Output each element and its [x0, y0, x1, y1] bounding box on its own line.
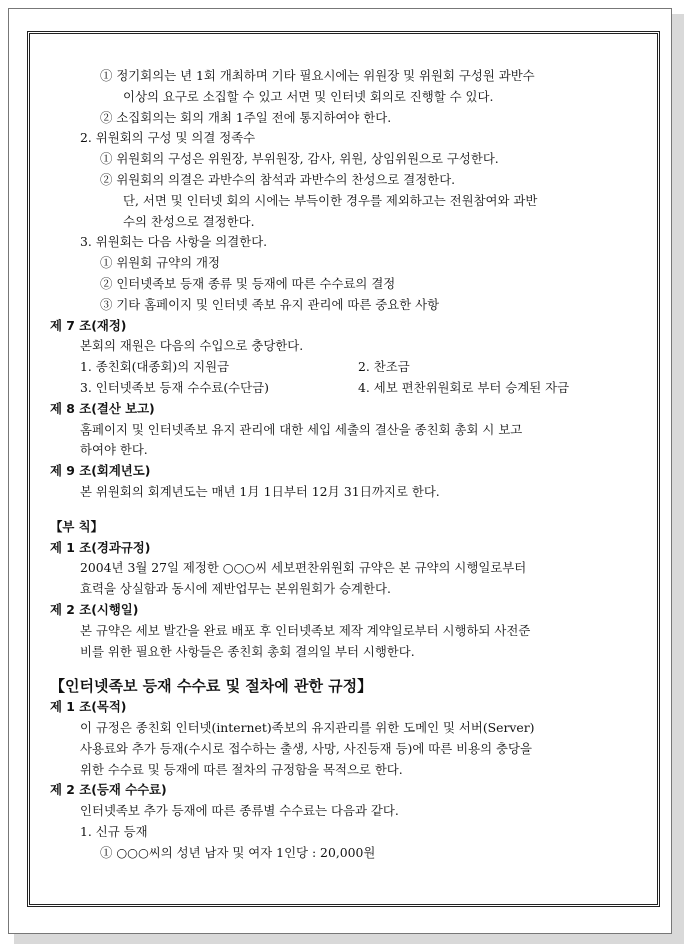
text-line: 수의 찬성으로 결정한다. [123, 213, 255, 229]
section-item: 1. 신규 등재 [80, 823, 148, 839]
text-line: 사용료와 추가 등재(수시로 접수하는 출생, 사망, 사진등재 등)에 따른 비용의 충당을 [80, 740, 532, 756]
two-column-row [50, 378, 645, 399]
spacer [50, 662, 645, 676]
text-cell: 2. 찬조금 [358, 359, 410, 375]
text-line: ② 위원회의 의결은 과반수의 참석과 과반수의 찬성으로 결정한다. [100, 171, 456, 187]
two-column-row [50, 357, 645, 378]
text-line: ① 위원회의 구성은 위원장, 부위원장, 감사, 위원, 상임위원으로 구성한다. [100, 151, 499, 167]
text-line: ① ○○○씨의 성년 남자 및 여자 1인당 : 20,000원 [100, 844, 376, 860]
text-line: ③ 기타 홈페이지 및 인터넷 족보 유지 관리에 따른 중요한 사항 [100, 296, 440, 312]
text-line: 이 규정은 종친회 인터넷(internet)족보의 유지관리를 위한 도메인 및 서버(Server) [80, 719, 535, 735]
text-line: 단, 서면 및 인터넷 회의 시에는 부득이한 경우를 제외하고는 전원참여와 과반 [123, 192, 538, 208]
article-heading: 제 1 조(경과규정) [50, 539, 151, 555]
section-heading: 【부 칙】 [50, 518, 104, 534]
text-line: ② 인터넷족보 등재 종류 및 등재에 따른 수수료의 결정 [100, 275, 396, 291]
text-cell: 4. 세보 편찬위원회로 부터 승계된 자금 [358, 379, 570, 395]
spacer [50, 503, 645, 517]
text-line: ② 소집회의는 회의 개최 1주일 전에 통지하여야 한다. [100, 109, 392, 125]
text-line: 본 규약은 세보 발간을 완료 배포 후 인터넷족보 제작 계약일로부터 시행하되 사전준 [80, 622, 531, 638]
text-line: 하여야 한다. [80, 442, 148, 458]
regulation-title: 【인터넷족보 등재 수수료 및 절차에 관한 규정】 [50, 677, 373, 696]
text-line: 효력을 상실함과 동시에 제반업무는 본위원회가 승계한다. [80, 581, 391, 597]
section-item: 3. 위원회는 다음 사항을 의결한다. [80, 234, 268, 250]
article-heading: 제 9 조(회계년도) [50, 463, 151, 479]
article-heading: 제 8 조(결산 보고) [50, 400, 155, 416]
text-line: 본회의 재원은 다음의 수입으로 충당한다. [80, 338, 304, 354]
text-line: ① 정기회의는 년 1회 개최하며 기타 필요시에는 위원장 및 위원회 구성원 과반수 [100, 68, 535, 83]
text-line: 위한 수수료 및 등재에 따른 절차의 규정함을 목적으로 한다. [80, 761, 403, 777]
text-line: 비를 위한 필요한 사항들은 종친회 총회 결의일 부터 시행한다. [80, 643, 415, 659]
text-line: 인터넷족보 추가 등재에 따른 종류별 수수료는 다음과 같다. [80, 803, 399, 819]
text-line: 홈페이지 및 인터넷족보 유지 관리에 대한 세입 세출의 결산을 종친회 총회 시 보고 [80, 421, 523, 437]
section-item: 2. 위원회의 구성 및 의결 정족수 [80, 130, 256, 146]
article-heading: 제 7 조(재정) [50, 317, 127, 333]
document-body [50, 66, 645, 863]
text-line: 2004년 3월 27일 제정한 ○○○씨 세보편찬위원회 규약은 본 규약의 시행일로부터 [80, 560, 527, 576]
text-line: 본 위원회의 회계년도는 매년 1月 1日부터 12月 31日까지로 한다. [80, 483, 440, 499]
article-heading: 제 2 조(시행일) [50, 601, 139, 617]
article-heading: 제 1 조(목적) [50, 699, 127, 715]
text-line: ① 위원회 규약의 개정 [100, 255, 220, 271]
text-line: 이상의 요구로 소집할 수 있고 서면 및 인터넷 회의로 진행할 수 있다. [123, 88, 494, 104]
text-cell: 1. 종친회(대종회)의 지원금 [80, 359, 230, 375]
text-cell: 3. 인터넷족보 등재 수수료(수단금) [80, 379, 269, 395]
article-heading: 제 2 조(등재 수수료) [50, 782, 167, 798]
